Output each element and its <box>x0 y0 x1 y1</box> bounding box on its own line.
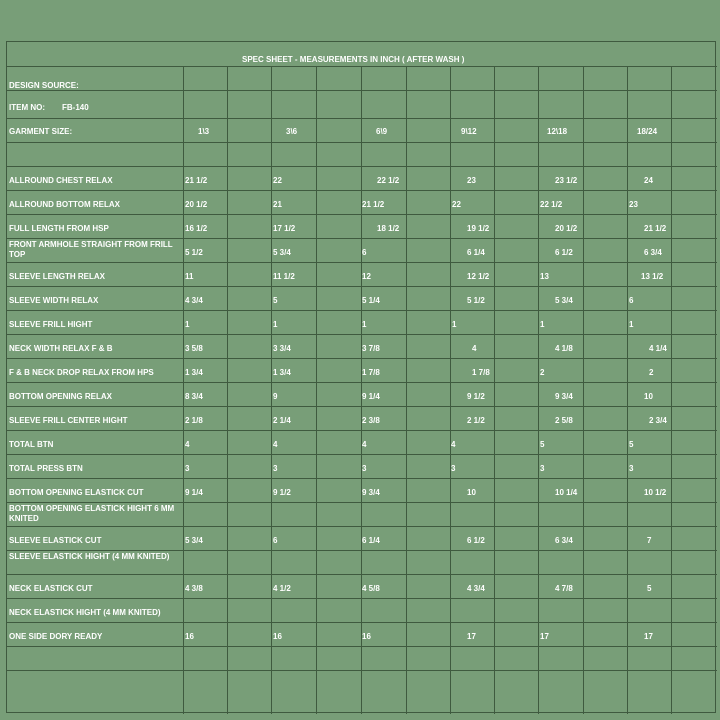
grid-line-vertical <box>627 66 628 714</box>
item-no-label: ITEM NO: <box>9 103 45 112</box>
measurement-value: 17 <box>644 632 653 641</box>
grid-line-horizontal <box>7 190 717 191</box>
grid-line-vertical <box>316 66 317 714</box>
measurement-label: TOTAL PRESS BTN <box>9 464 83 473</box>
measurement-value: 6 <box>629 296 634 305</box>
grid-line-horizontal <box>7 382 717 383</box>
grid-line-horizontal <box>7 406 717 407</box>
grid-line-vertical <box>450 66 451 714</box>
measurement-value: 1 3/4 <box>273 368 291 377</box>
grid-line-horizontal <box>7 334 717 335</box>
measurement-value: 5 3/4 <box>555 296 573 305</box>
measurement-value: 13 1/2 <box>641 272 664 281</box>
grid-line-vertical <box>583 66 584 714</box>
grid-line-vertical <box>271 66 272 714</box>
grid-line-horizontal <box>7 502 717 503</box>
spec-sheet-table <box>6 41 716 713</box>
measurement-value: 7 <box>647 536 652 545</box>
measurement-value: 9 3/4 <box>362 488 380 497</box>
size-header: 6\9 <box>376 127 388 136</box>
size-header: 12\18 <box>547 127 568 136</box>
measurement-value: 16 <box>273 632 282 641</box>
measurement-value: 23 <box>629 200 638 209</box>
grid-line-horizontal <box>7 262 717 263</box>
measurement-label: SLEEVE WIDTH RELAX <box>9 296 99 305</box>
grid-line-horizontal <box>7 622 717 623</box>
measurement-value: 22 1/2 <box>540 200 563 209</box>
measurement-value: 4 3/4 <box>185 296 203 305</box>
measurement-label: FRONT ARMHOLE STRAIGHT FROM FRILL TOP <box>9 240 173 259</box>
measurement-value: 6 1/2 <box>467 536 485 545</box>
measurement-label: BOTTOM OPENING RELAX <box>9 392 112 401</box>
grid-line-horizontal <box>7 214 717 215</box>
measurement-value: 5 1/2 <box>467 296 485 305</box>
measurement-value: 21 1/2 <box>185 176 208 185</box>
measurement-value: 4 <box>362 440 367 449</box>
measurement-value: 21 1/2 <box>644 224 667 233</box>
size-header: 18/24 <box>637 127 658 136</box>
measurement-value: 4 3/8 <box>185 584 203 593</box>
measurement-value: 23 1/2 <box>555 176 578 185</box>
measurement-value: 6 <box>273 536 278 545</box>
design-source-label: DESIGN SOURCE: <box>9 81 79 90</box>
measurement-value: 2 3/4 <box>649 416 667 425</box>
measurement-value: 22 <box>452 200 461 209</box>
measurement-value: 12 1/2 <box>467 272 490 281</box>
grid-line-horizontal <box>7 286 717 287</box>
measurement-value: 3 5/8 <box>185 344 203 353</box>
measurement-value: 4 5/8 <box>362 584 380 593</box>
measurement-label: BOTTOM OPENING ELASTICK HIGHT 6 MM KNITED <box>9 504 175 523</box>
measurement-value: 6 1/2 <box>555 248 573 257</box>
measurement-value: 3 3/4 <box>273 344 291 353</box>
measurement-value: 13 <box>540 272 549 281</box>
measurement-value: 17 1/2 <box>273 224 296 233</box>
grid-line-horizontal <box>7 66 717 67</box>
measurement-label: SLEEVE ELASTICK HIGHT (4 MM KNITED) <box>9 552 170 561</box>
measurement-value: 10 <box>644 392 653 401</box>
grid-line-horizontal <box>7 310 717 311</box>
measurement-value: 16 <box>185 632 194 641</box>
measurement-value: 4 1/2 <box>273 584 291 593</box>
measurement-value: 2 <box>649 368 654 377</box>
measurement-value: 5 <box>647 584 652 593</box>
measurement-value: 1 <box>362 320 367 329</box>
measurement-value: 2 3/8 <box>362 416 380 425</box>
measurement-label: F & B NECK DROP RELAX FROM HPS <box>9 368 154 377</box>
measurement-label: NECK WIDTH RELAX F & B <box>9 344 113 353</box>
measurement-value: 1 <box>452 320 457 329</box>
measurement-value: 21 <box>273 200 282 209</box>
measurement-value: 11 <box>185 272 194 281</box>
measurement-label: TOTAL BTN <box>9 440 54 449</box>
measurement-value: 3 <box>451 464 456 473</box>
grid-line-vertical <box>227 66 228 714</box>
measurement-value: 6 3/4 <box>555 536 573 545</box>
grid-line-horizontal <box>7 118 717 119</box>
grid-line-horizontal <box>7 598 717 599</box>
measurement-label: ONE SIDE DORY READY <box>9 632 103 641</box>
measurement-value: 3 <box>185 464 190 473</box>
measurement-value: 22 1/2 <box>377 176 400 185</box>
measurement-value: 9 1/2 <box>467 392 485 401</box>
grid-line-horizontal <box>7 166 717 167</box>
measurement-value: 9 3/4 <box>555 392 573 401</box>
measurement-value: 22 <box>273 176 282 185</box>
measurement-value: 5 <box>273 296 278 305</box>
grid-line-horizontal <box>7 670 717 671</box>
grid-line-horizontal <box>7 478 717 479</box>
measurement-value: 23 <box>467 176 476 185</box>
measurement-value: 4 7/8 <box>555 584 573 593</box>
size-header: 9\12 <box>461 127 477 136</box>
item-no-value: FB-140 <box>62 103 89 112</box>
grid-line-vertical <box>494 66 495 714</box>
measurement-value: 17 <box>467 632 476 641</box>
measurement-value: 3 <box>273 464 278 473</box>
size-header: 1\3 <box>198 127 210 136</box>
measurement-value: 3 <box>362 464 367 473</box>
measurement-label: SLEEVE FRILL CENTER HIGHT <box>9 416 128 425</box>
grid-line-horizontal <box>7 238 717 239</box>
measurement-value: 5 1/4 <box>362 296 380 305</box>
measurement-value: 5 1/2 <box>185 248 203 257</box>
measurement-value: 3 7/8 <box>362 344 380 353</box>
grid-line-horizontal <box>7 526 717 527</box>
measurement-value: 4 3/4 <box>467 584 485 593</box>
grid-line-horizontal <box>7 358 717 359</box>
measurement-value: 9 1/4 <box>362 392 380 401</box>
measurement-value: 1 7/8 <box>362 368 380 377</box>
measurement-value: 5 3/4 <box>185 536 203 545</box>
measurement-value: 2 1/4 <box>273 416 291 425</box>
size-header: 3\6 <box>286 127 298 136</box>
grid-line-vertical <box>406 66 407 714</box>
grid-line-horizontal <box>7 646 717 647</box>
measurement-value: 6 1/4 <box>467 248 485 257</box>
measurement-value: 3 <box>629 464 634 473</box>
measurement-value: 2 <box>540 368 545 377</box>
measurement-value: 17 <box>540 632 549 641</box>
measurement-value: 4 1/8 <box>555 344 573 353</box>
measurement-value: 19 1/2 <box>467 224 490 233</box>
measurement-label: SLEEVE FRILL HIGHT <box>9 320 93 329</box>
grid-line-vertical <box>361 66 362 714</box>
measurement-value: 3 <box>540 464 545 473</box>
measurement-value: 6 1/4 <box>362 536 380 545</box>
grid-line-horizontal <box>7 550 717 551</box>
measurement-value: 1 <box>185 320 190 329</box>
measurement-value: 20 1/2 <box>555 224 578 233</box>
measurement-value: 16 1/2 <box>185 224 208 233</box>
measurement-label: NECK ELASTICK CUT <box>9 584 93 593</box>
measurement-value: 4 1/4 <box>649 344 667 353</box>
measurement-value: 1 7/8 <box>472 368 490 377</box>
measurement-value: 5 <box>540 440 545 449</box>
measurement-value: 2 1/2 <box>467 416 485 425</box>
measurement-value: 9 1/4 <box>185 488 203 497</box>
measurement-value: 2 5/8 <box>555 416 573 425</box>
measurement-label: FULL LENGTH FROM HSP <box>9 224 109 233</box>
grid-line-horizontal <box>7 574 717 575</box>
grid-line-horizontal <box>7 90 717 91</box>
grid-line-horizontal <box>7 454 717 455</box>
grid-line-vertical <box>538 66 539 714</box>
measurement-label: SLEEVE ELASTICK CUT <box>9 536 102 545</box>
measurement-value: 6 <box>362 248 367 257</box>
grid-line-horizontal <box>7 142 717 143</box>
measurement-value: 1 3/4 <box>185 368 203 377</box>
grid-line-vertical <box>671 66 672 714</box>
measurement-value: 10 <box>467 488 476 497</box>
measurement-value: 8 3/4 <box>185 392 203 401</box>
measurement-value: 10 1/2 <box>644 488 667 497</box>
grid-line-horizontal <box>7 430 717 431</box>
measurement-label: SLEEVE LENGTH RELAX <box>9 272 106 281</box>
measurement-label: NECK ELASTICK HIGHT (4 MM KNITED) <box>9 608 161 617</box>
measurement-value: 6 3/4 <box>644 248 662 257</box>
measurement-value: 10 1/4 <box>555 488 578 497</box>
measurement-label: BOTTOM OPENING ELASTICK CUT <box>9 488 144 497</box>
measurement-value: 4 <box>273 440 278 449</box>
measurement-value: 11 1/2 <box>273 272 295 281</box>
measurement-value: 5 3/4 <box>273 248 291 257</box>
measurement-value: 1 <box>540 320 545 329</box>
measurement-value: 18 1/2 <box>377 224 400 233</box>
measurement-label: ALLROUND CHEST RELAX <box>9 176 113 185</box>
grid-line-vertical <box>183 66 184 714</box>
measurement-value: 12 <box>362 272 371 281</box>
measurement-value: 20 1/2 <box>185 200 208 209</box>
measurement-value: 4 <box>472 344 477 353</box>
measurement-value: 5 <box>629 440 634 449</box>
sheet-title: SPEC SHEET - MEASUREMENTS IN INCH ( AFTER WASH ) <box>242 55 465 64</box>
measurement-value: 16 <box>362 632 371 641</box>
measurement-value: 4 <box>185 440 190 449</box>
measurement-value: 9 1/2 <box>273 488 291 497</box>
measurement-value: 24 <box>644 176 653 185</box>
garment-size-label: GARMENT SIZE: <box>9 127 73 136</box>
measurement-value: 2 1/8 <box>185 416 203 425</box>
measurement-value: 1 <box>273 320 278 329</box>
measurement-label: ALLROUND BOTTOM RELAX <box>9 200 120 209</box>
measurement-value: 9 <box>273 392 278 401</box>
measurement-value: 4 <box>451 440 456 449</box>
measurement-value: 1 <box>629 320 634 329</box>
measurement-value: 21 1/2 <box>362 200 385 209</box>
